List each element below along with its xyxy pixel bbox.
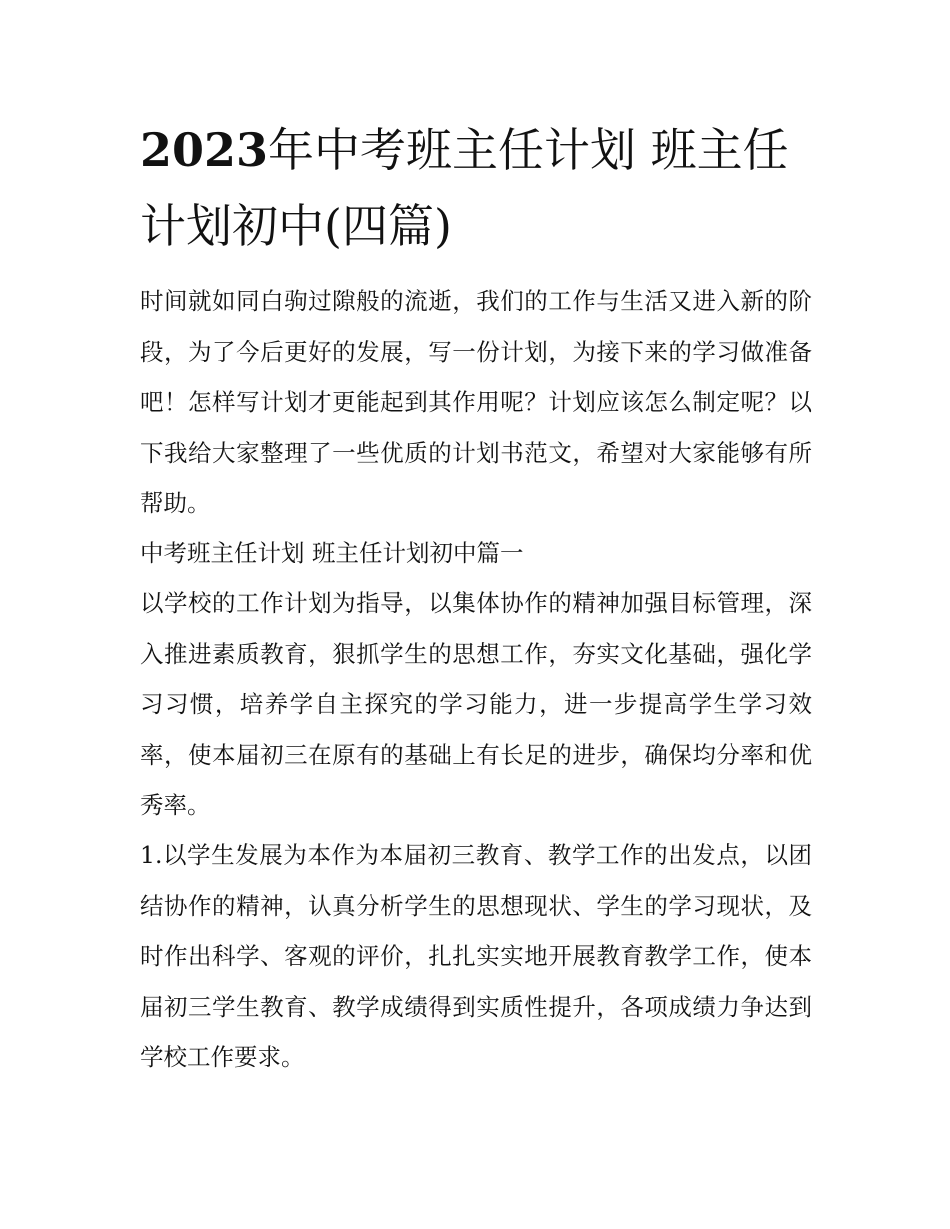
- item-one-paragraph: 1.以学生发展为本作为本届初三教育、教学工作的出发点，以团结协作的精神，认真分析学生的思想现状、学生的学习现状，及时作出科学、客观的评价，扎扎实实地开展教育教学工作，使本届初三学生教育、教学成绩得到实质性提升，各项成绩力争达到学校工作要求。: [140, 841, 812, 1071]
- title-text: 年中考班主任计划 班主任计划初中(四篇): [140, 123, 789, 253]
- intro-paragraph: 时间就如同白驹过隙般的流逝，我们的工作与生活又进入新的阶段，为了今后更好的发展，写一份计划，为接下来的学习做准备吧！怎样写计划才更能起到其作用呢？计划应该怎么制定呢？以下我给大家整理了一些优质的计划书范文，希望对大家能够有所帮助。: [140, 287, 812, 517]
- guideline-paragraph: 以学校的工作计划为指导，以集体协作的精神加强目标管理，深入推进素质教育，狠抓学生的思想工作，夯实文化基础，强化学习习惯，培养学自主探究的学习能力，进一步提高学生学习效率，使本届初三在原有的基础上有长足的进步，确保均分率和优秀率。: [140, 589, 812, 819]
- document-title: [140, 112, 820, 264]
- title-year: 2023: [140, 123, 269, 177]
- section-heading: 中考班主任计划 班主任计划初中篇一: [140, 539, 524, 567]
